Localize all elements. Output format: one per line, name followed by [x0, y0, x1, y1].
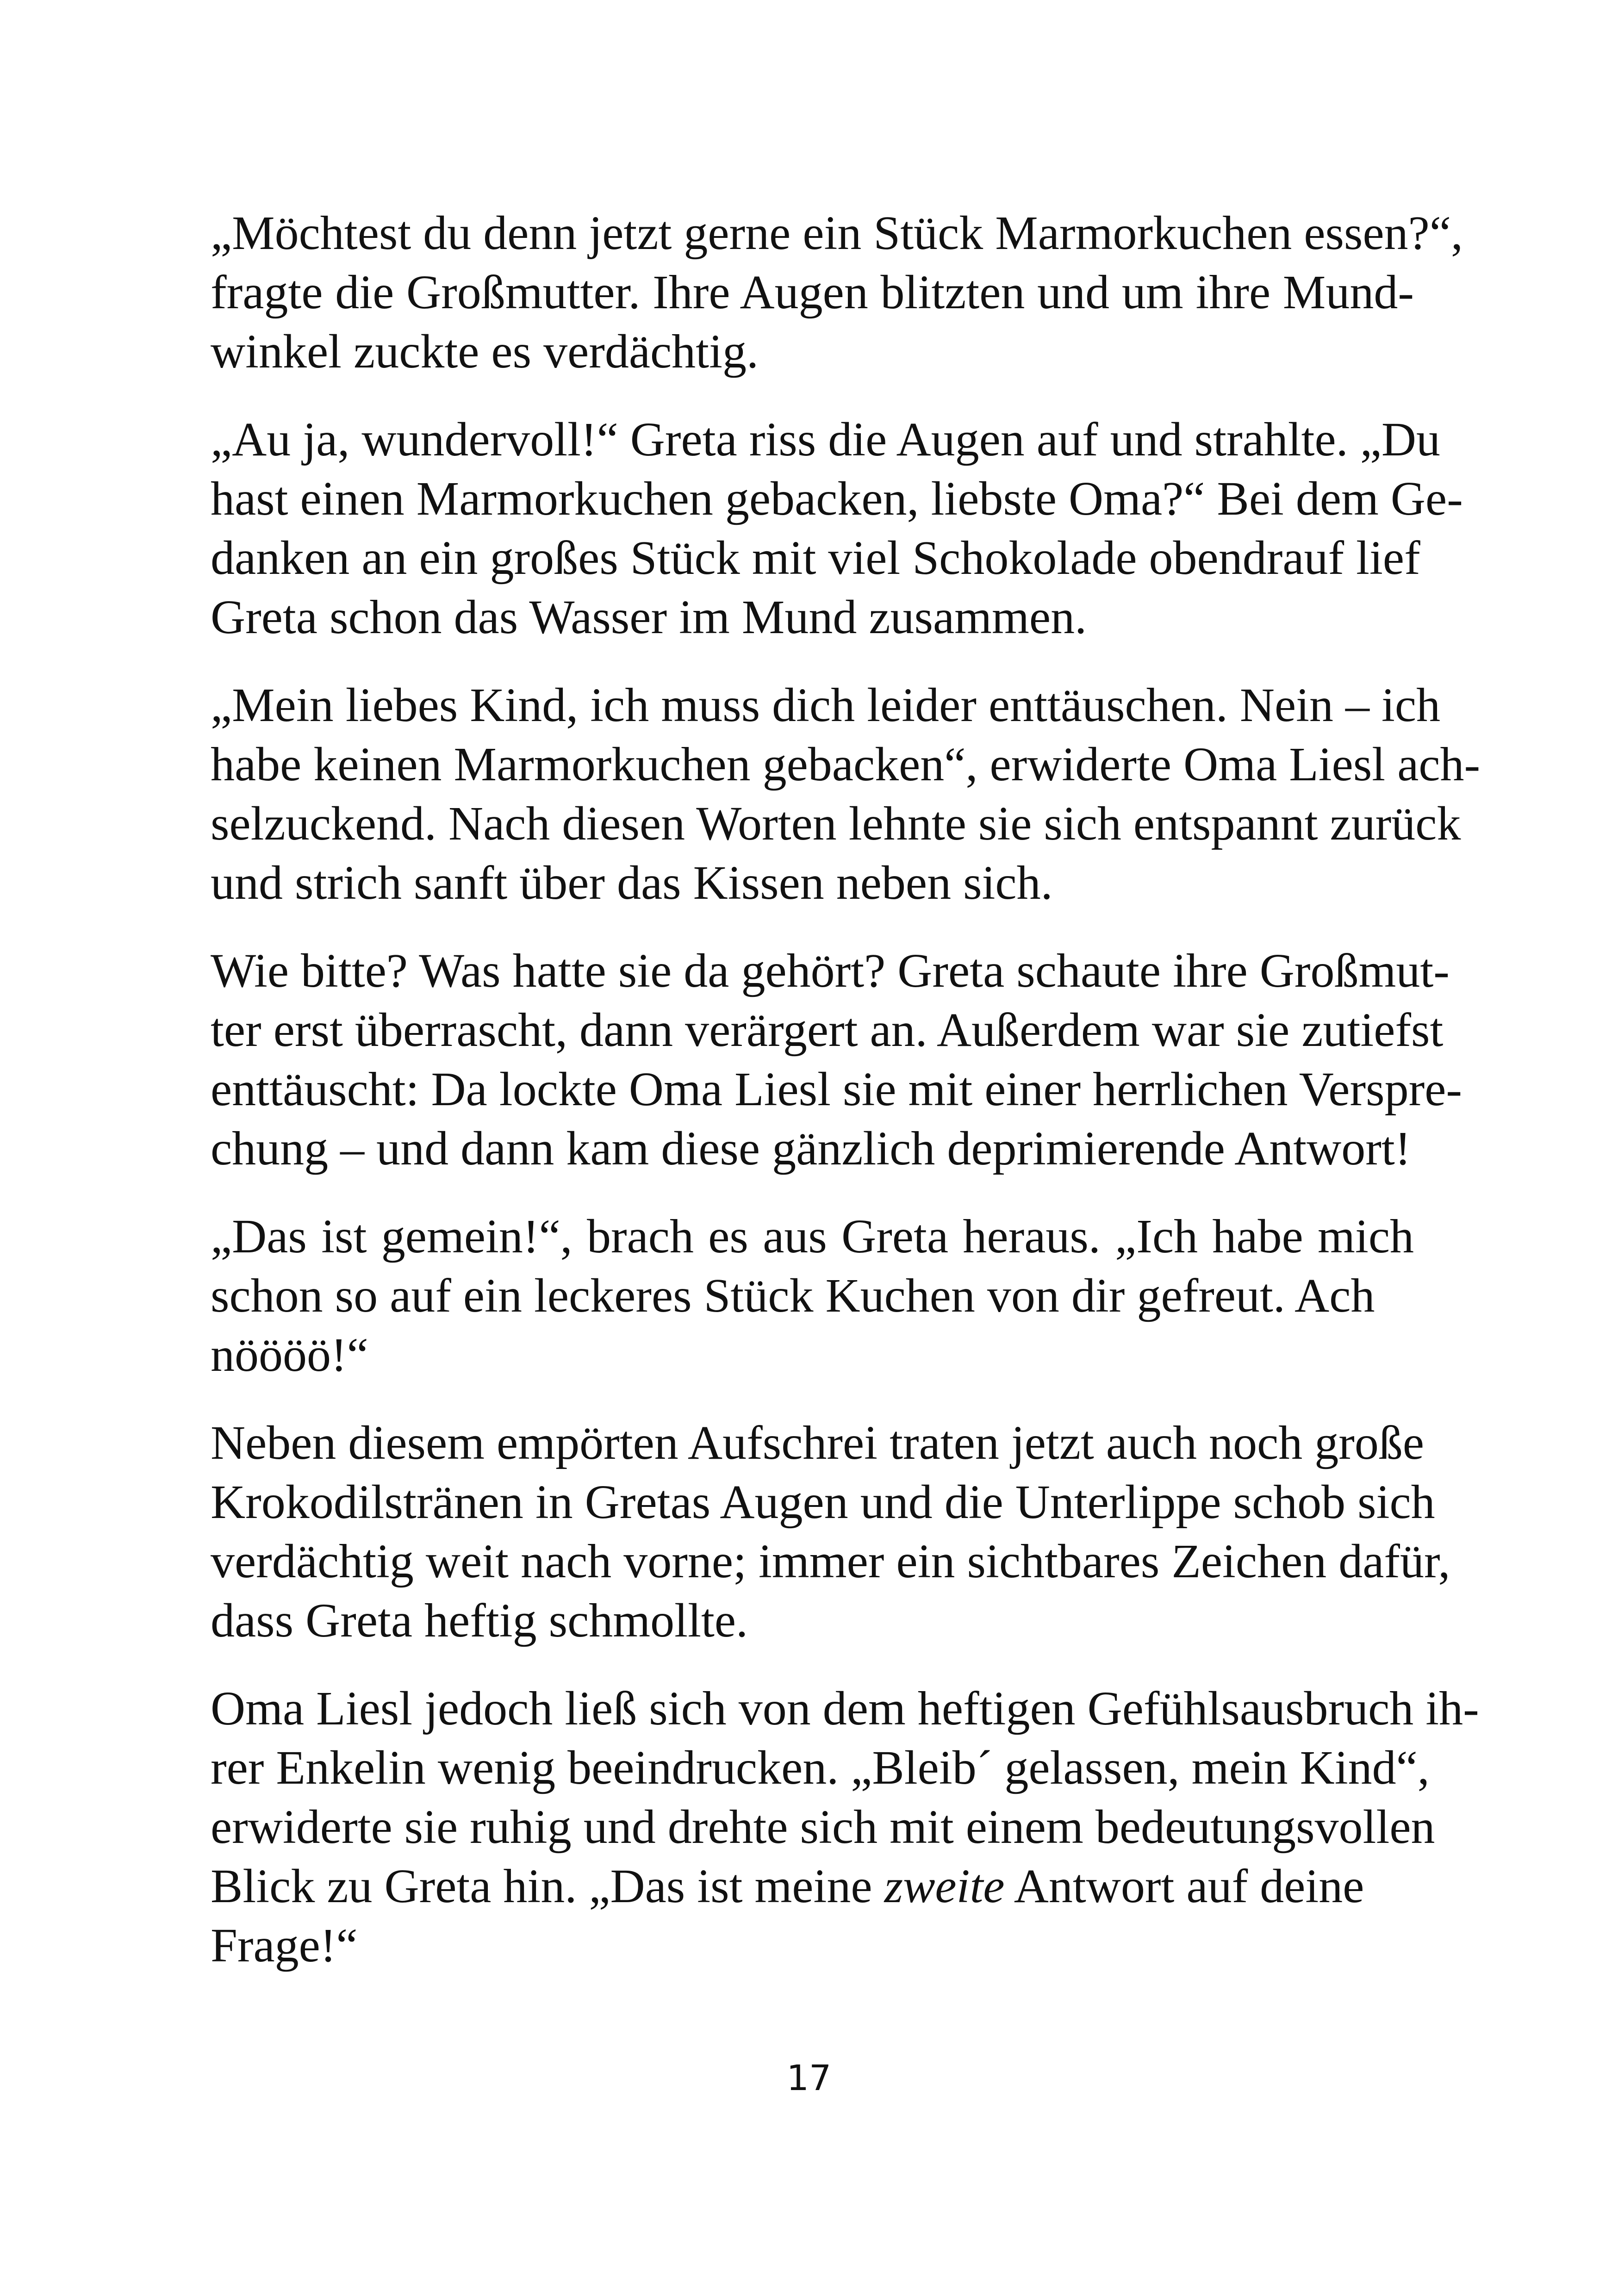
text-line: Wie bitte? Was hatte sie da gehört? Greta schaute ihre Großmut-	[211, 944, 1450, 997]
text-line: nöööö!“	[211, 1328, 368, 1381]
text-line: selzuckend. Nach diesen Worten lehnte sie sich entspannt zurück	[211, 797, 1461, 850]
text-line: schon so auf ein leckeres Stück Kuchen von dir gefreut. Ach	[211, 1269, 1375, 1322]
paragraph-2	[211, 410, 1463, 647]
emphasis-word: zweite	[884, 1860, 1005, 1913]
paragraph-3	[211, 676, 1481, 913]
text-line: Oma Liesl jedoch ließ sich von dem heftigen Gefühlsausbruch ih-	[211, 1682, 1479, 1735]
text-line: „Mein liebes Kind, ich muss dich leider enttäuschen. Nein – ich	[211, 678, 1441, 732]
text-line: habe keinen Marmorkuchen gebacken“, erwiderte Oma Liesl ach-	[211, 738, 1481, 791]
text-line: enttäuscht: Da lockte Oma Liesl sie mit einer herrlichen Verspre-	[211, 1063, 1462, 1116]
text-line: „Au ja, wundervoll!“ Greta riss die Augen auf und strahlte. „Du	[211, 413, 1440, 466]
text-line: dass Greta heftig schmollte.	[211, 1594, 748, 1647]
text-line: „Möchtest du denn jetzt gerne ein Stück Marmorkuchen essen?“,	[211, 206, 1463, 260]
paragraph-5	[211, 1207, 1414, 1385]
text-span: Blick zu Greta hin. „Das ist meine	[211, 1860, 884, 1913]
text-line	[211, 1857, 1414, 1916]
text-span: Antwort auf deine	[1004, 1860, 1364, 1913]
paragraph-6	[211, 1413, 1450, 1650]
body-text	[211, 204, 1481, 2004]
text-line: hast einen Marmorkuchen gebacken, liebste Oma?“ Bei dem Ge-	[211, 472, 1463, 525]
text-line: Neben diesem empörten Aufschrei traten jetzt auch noch große	[211, 1416, 1425, 1469]
text-line: „Das ist gemein!“, brach es aus Greta heraus. „Ich habe mich	[211, 1210, 1414, 1263]
text-line: rer Enkelin wenig beeindrucken. „Bleib´ gelassen, mein Kind“,	[211, 1741, 1430, 1794]
page-number: 17	[786, 2057, 832, 2098]
text-line: ter erst überrascht, dann verärgert an. Außerdem war sie zutiefst	[211, 1003, 1444, 1057]
text-line: Krokodilstränen in Gretas Augen und die Unterlippe schob sich	[211, 1475, 1435, 1529]
text-line: winkel zuckte es verdächtig.	[211, 325, 759, 378]
text-line: chung – und dann kam diese gänzlich deprimierende Antwort!	[211, 1122, 1411, 1175]
text-line: erwiderte sie ruhig und drehte sich mit einem bedeutungsvollen	[211, 1800, 1435, 1854]
text-line: verdächtig weit nach vorne; immer ein sichtbares Zeichen dafür,	[211, 1535, 1450, 1588]
text-line: und strich sanft über das Kissen neben sich.	[211, 856, 1053, 909]
text-line: danken an ein großes Stück mit viel Schokolade obendrauf lief	[211, 531, 1420, 585]
paragraph-7	[211, 1679, 1479, 1975]
text-line: Greta schon das Wasser im Mund zusammen.	[211, 591, 1087, 644]
paragraph-1	[211, 204, 1463, 381]
paragraph-4	[211, 941, 1462, 1178]
text-line: fragte die Großmutter. Ihre Augen blitzten und um ihre Mund-	[211, 266, 1414, 319]
text-line: Frage!“	[211, 1919, 358, 1972]
